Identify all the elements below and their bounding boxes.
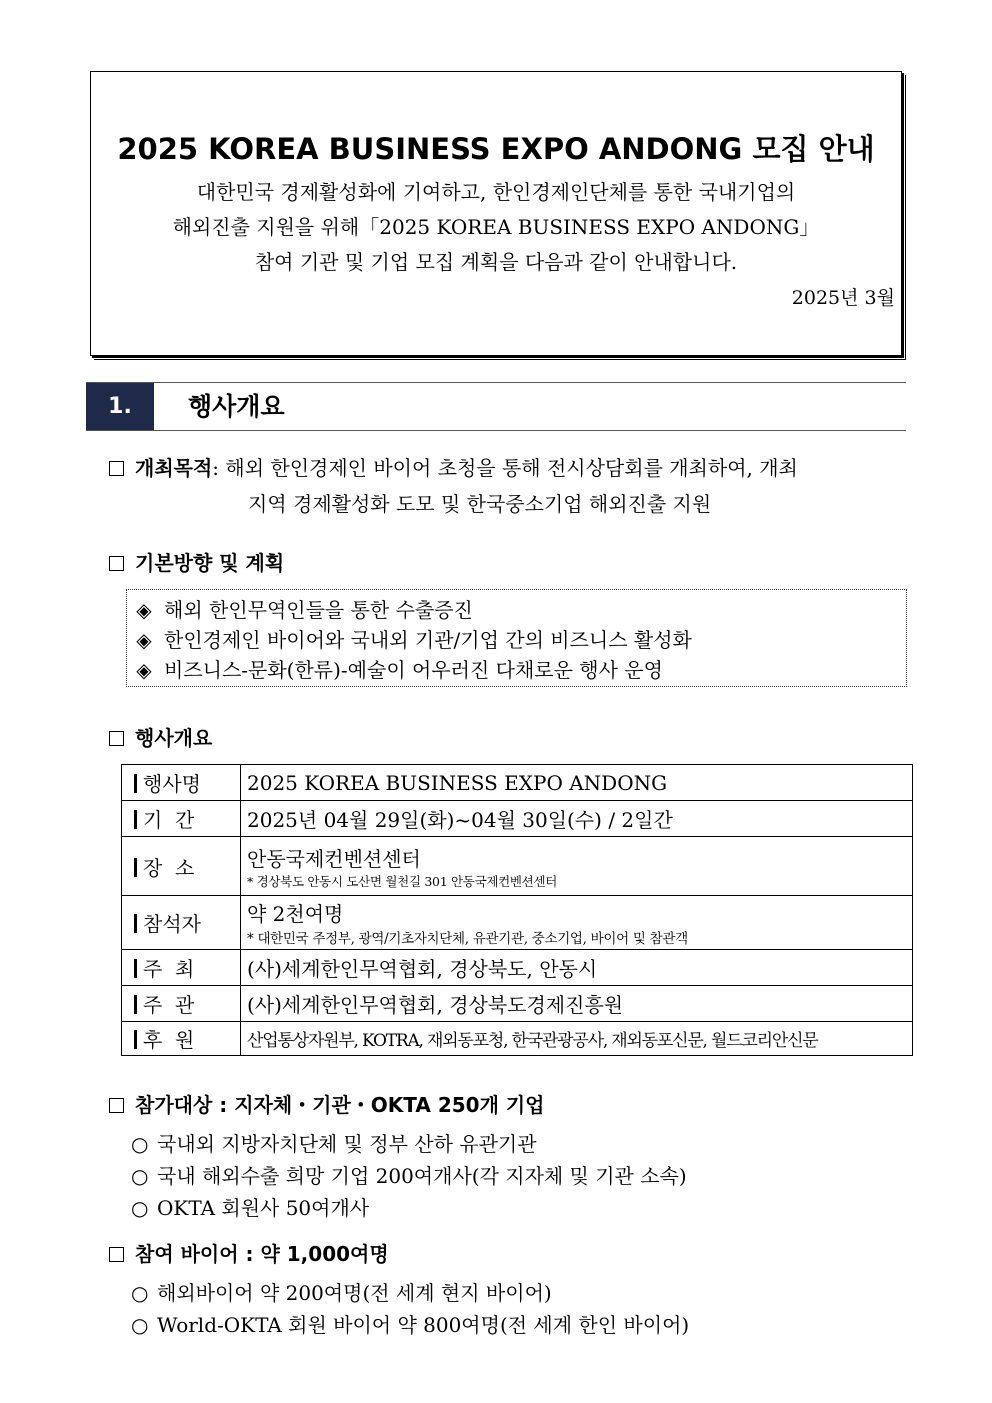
row-label: 참석자	[122, 896, 241, 950]
section-divider-bottom	[86, 430, 906, 431]
row-label: 기 간	[122, 801, 241, 837]
overview-label: 행사개요	[135, 726, 213, 750]
circle-bullet-icon: ○	[131, 1313, 149, 1337]
participant-item: ○ 국내외 지방자치단체 및 정부 산하 유관기관	[131, 1132, 537, 1156]
purpose-text-line1: : 해외 한인경제인 바이어 초청을 통해 전시상담회를 개최하여, 개최	[212, 456, 798, 480]
buyer-item: ○ World-OKTA 회원 바이어 약 800여명(전 세계 한인 바이어)	[131, 1313, 690, 1337]
section-title: 행사개요	[188, 392, 285, 421]
participant-item: ○ OKTA 회원사 50여개사	[131, 1196, 370, 1220]
diamond-bullet-icon: ◈	[136, 658, 152, 682]
table-row	[122, 765, 913, 801]
row-note: * 대한민국 주정부, 광역/기초자치단체, 유관기관, 중소기업, 바이어 및 참관객	[247, 931, 688, 947]
table-row	[122, 837, 913, 896]
row-value: 약 2천여명 * 대한민국 주정부, 광역/기초자치단체, 유관기관, 중소기업, 바이어 및 참관객	[241, 896, 913, 950]
intro-line-3: 참여 기관 및 기업 모집 계획을 다음과 같이 안내합니다.	[254, 250, 738, 274]
intro-line-2: 해외진출 지원을 위해「2025 KOREA BUSINESS EXPO ANDONG」	[172, 215, 820, 239]
overview-table	[121, 764, 913, 1056]
checkbox-square-icon	[109, 1247, 124, 1262]
row-value: (사)세계한인무역협회, 경상북도경제진흥원	[241, 986, 913, 1022]
direction-item: ◈ 비즈니스-문화(한류)-예술이 어우러진 다채로운 행사 운영	[134, 654, 663, 683]
intro-line-1: 대한민국 경제활성화에 기여하고, 한인경제인단체를 통한 국내기업의	[196, 180, 796, 204]
direction-heading	[109, 547, 284, 576]
participant-item: ○ 국내 해외수출 희망 기업 200여개사(각 지자체 및 기관 소속)	[131, 1164, 687, 1188]
row-label: 장 소	[122, 837, 241, 896]
circle-bullet-icon: ○	[131, 1196, 149, 1220]
row-note: * 경상북도 안동시 도산면 월천길 301 안동국제컨벤션센터	[247, 873, 558, 889]
buyers-label: 참여 바이어 : 약 1,000여명	[135, 1242, 389, 1266]
checkbox-square-icon	[109, 1098, 124, 1113]
table-row	[122, 950, 913, 986]
row-label: 주 최	[122, 950, 241, 986]
checkbox-square-icon	[109, 556, 124, 571]
row-value: 산업통상자원부, KOTRA, 재외동포청, 한국관광공사, 재외동포신문, 월드코리안신문	[241, 1022, 913, 1056]
purpose-label: 개최목적	[135, 456, 213, 480]
row-label: 후 원	[122, 1022, 241, 1056]
checkbox-square-icon	[109, 461, 124, 476]
buyer-item: ○ 해외바이어 약 200여명(전 세계 현지 바이어)	[131, 1281, 552, 1305]
circle-bullet-icon: ○	[131, 1281, 149, 1305]
table-row	[122, 986, 913, 1022]
row-value: (사)세계한인무역협회, 경상북도, 안동시	[241, 950, 913, 986]
direction-item: ◈ 해외 한인무역인들을 통한 수출증진	[134, 594, 473, 623]
row-label: 행사명	[122, 765, 241, 801]
table-row	[122, 896, 913, 950]
checkbox-square-icon	[109, 731, 124, 746]
table-row	[122, 801, 913, 837]
overview-heading	[109, 722, 212, 751]
table-row	[122, 1022, 913, 1056]
circle-bullet-icon: ○	[131, 1164, 149, 1188]
participants-label: 참가대상 : 지자체・기관・OKTA 250개 기업	[135, 1093, 545, 1117]
row-value: 2025년 04월 29일(화)~04월 30일(수) / 2일간	[241, 801, 913, 837]
participants-heading	[109, 1089, 545, 1118]
diamond-bullet-icon: ◈	[136, 628, 152, 652]
row-value: 안동국제컨벤션센터 * 경상북도 안동시 도산면 월천길 301 안동국제컨벤션센터	[241, 837, 913, 896]
purpose-text-line2: 지역 경제활성화 도모 및 한국중소기업 해외진출 지원	[248, 492, 712, 516]
document-date: 2025년 3월	[791, 287, 895, 309]
document-title: 2025 KOREA BUSINESS EXPO ANDONG 모집 안내	[117, 132, 875, 166]
direction-label: 기본방향 및 계획	[135, 551, 285, 575]
section-number: 1.	[86, 383, 154, 430]
direction-item: ◈ 한인경제인 바이어와 국내외 기관/기업 간의 비즈니스 활성화	[134, 624, 692, 653]
diamond-bullet-icon: ◈	[136, 598, 152, 622]
purpose-heading	[109, 452, 798, 481]
row-label: 주 관	[122, 986, 241, 1022]
row-value: 2025 KOREA BUSINESS EXPO ANDONG	[241, 765, 913, 801]
buyers-heading	[109, 1238, 389, 1267]
circle-bullet-icon: ○	[131, 1132, 149, 1156]
